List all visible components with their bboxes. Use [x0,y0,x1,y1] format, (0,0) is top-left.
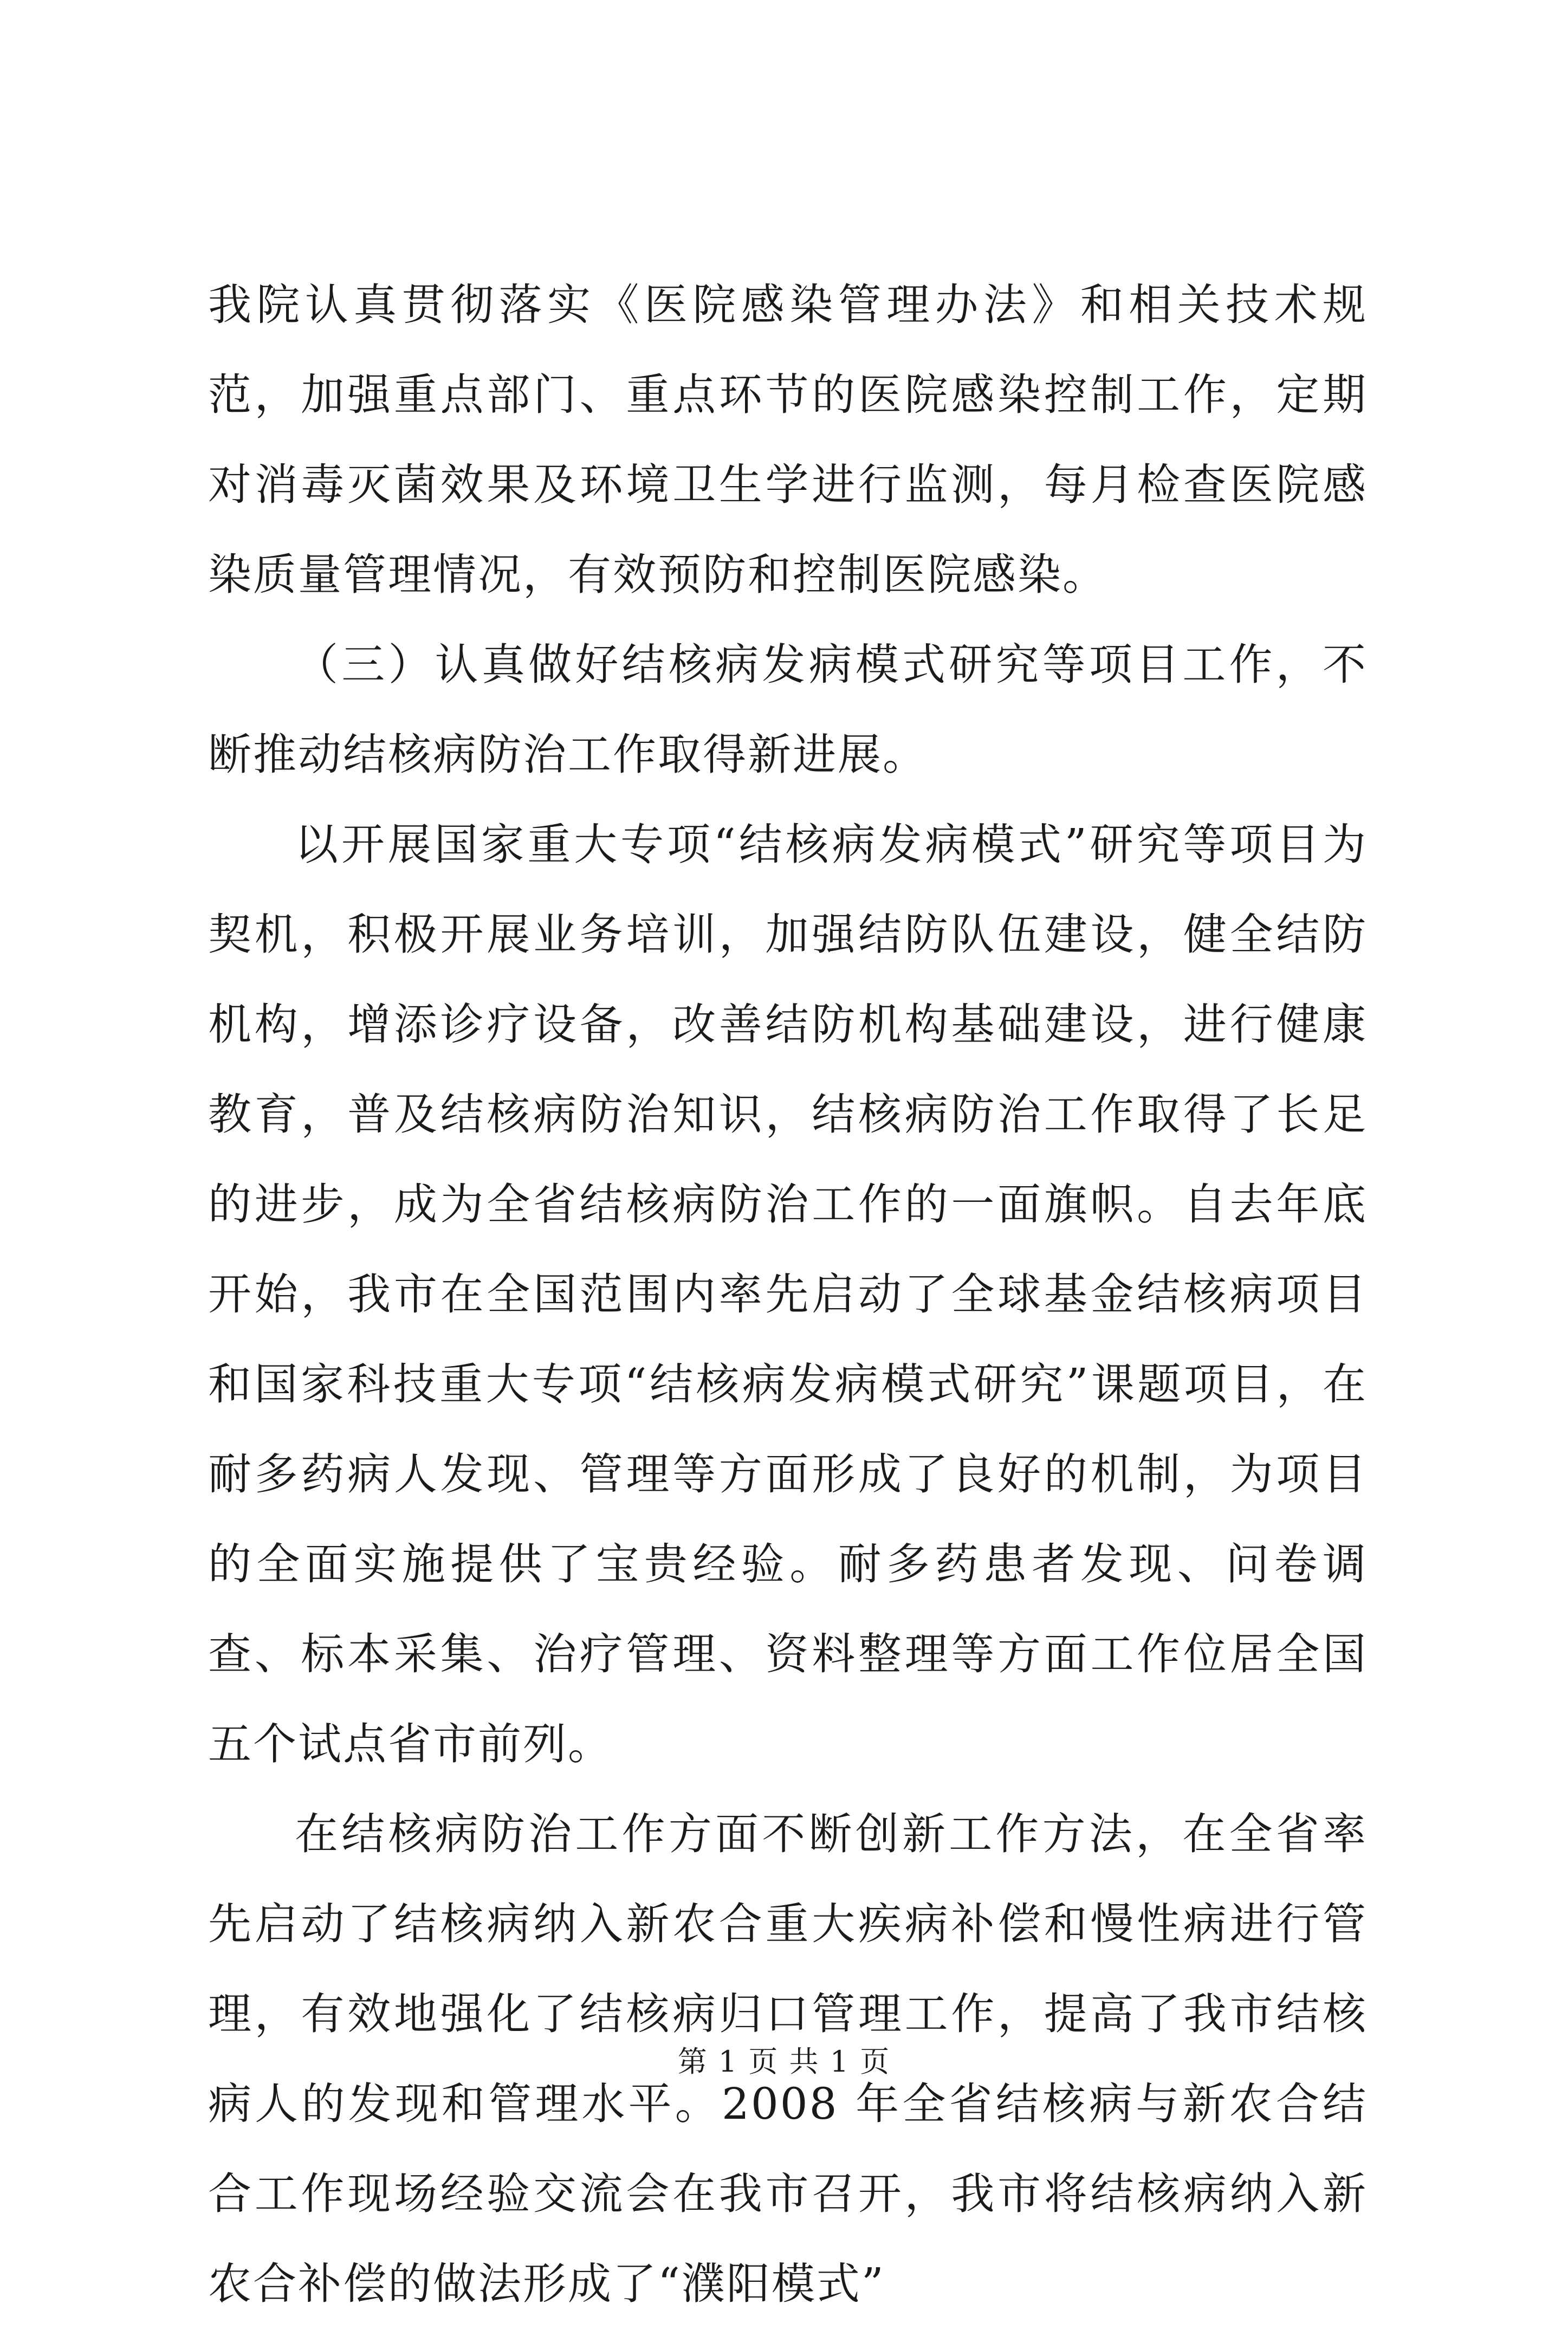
paragraph-tb-innovation: 在结核病防治工作方面不断创新工作方法，在全省率先启动了结核病纳入新农合重大疾病补偿和慢性病进行管理，有效地强化了结核病归口管理工作，提高了我市结核病人的发现和管理水平。2008 年全省结核病与新农合结合工作现场经验交流会在我市召开，我市将结核病纳入新农合补偿的做法形成了“濮阳模式” [208,1809,1368,2309]
paragraph-tb-projects: 以开展国家重大专项“结核病发病模式”研究等项目为契机，积极开展业务培训，加强结防队伍建设，健全结防机构，增添诊疗设备，改善结防机构基础建设，进行健康教育，普及结核病防治知识，结核病防治工作取得了长足的进步，成为全省结核病防治工作的一面旗帜。自去年底开始，我市在全国范围内率先启动了全球基金结核病项目和国家科技重大专项“结核病发病模式研究”课题项目，在耐多药病人发现、管理等方面形成了良好的机制，为项目的全面实施提供了宝贵经验。耐多药患者发现、问卷调查、标本采集、治疗管理、资料整理等方面工作位居全国五个试点省市前列。 [208,819,1368,1769]
document-body [208,260,1368,2329]
paragraph-infection-control: 我院认真贯彻落实《医院感染管理办法》和相关技术规范，加强重点部门、重点环节的医院感染控制工作，定期对消毒灭菌效果及环境卫生学进行监测，每月检查医院感染质量管理情况，有效预防和控制医院感染。 [208,280,1368,600]
page-footer: 第 1 页 共 1 页 [677,2045,891,2079]
paragraph-section-heading: （三）认真做好结核病发病模式研究等项目工作，不断推动结核病防治工作取得新进展。 [208,639,1368,780]
